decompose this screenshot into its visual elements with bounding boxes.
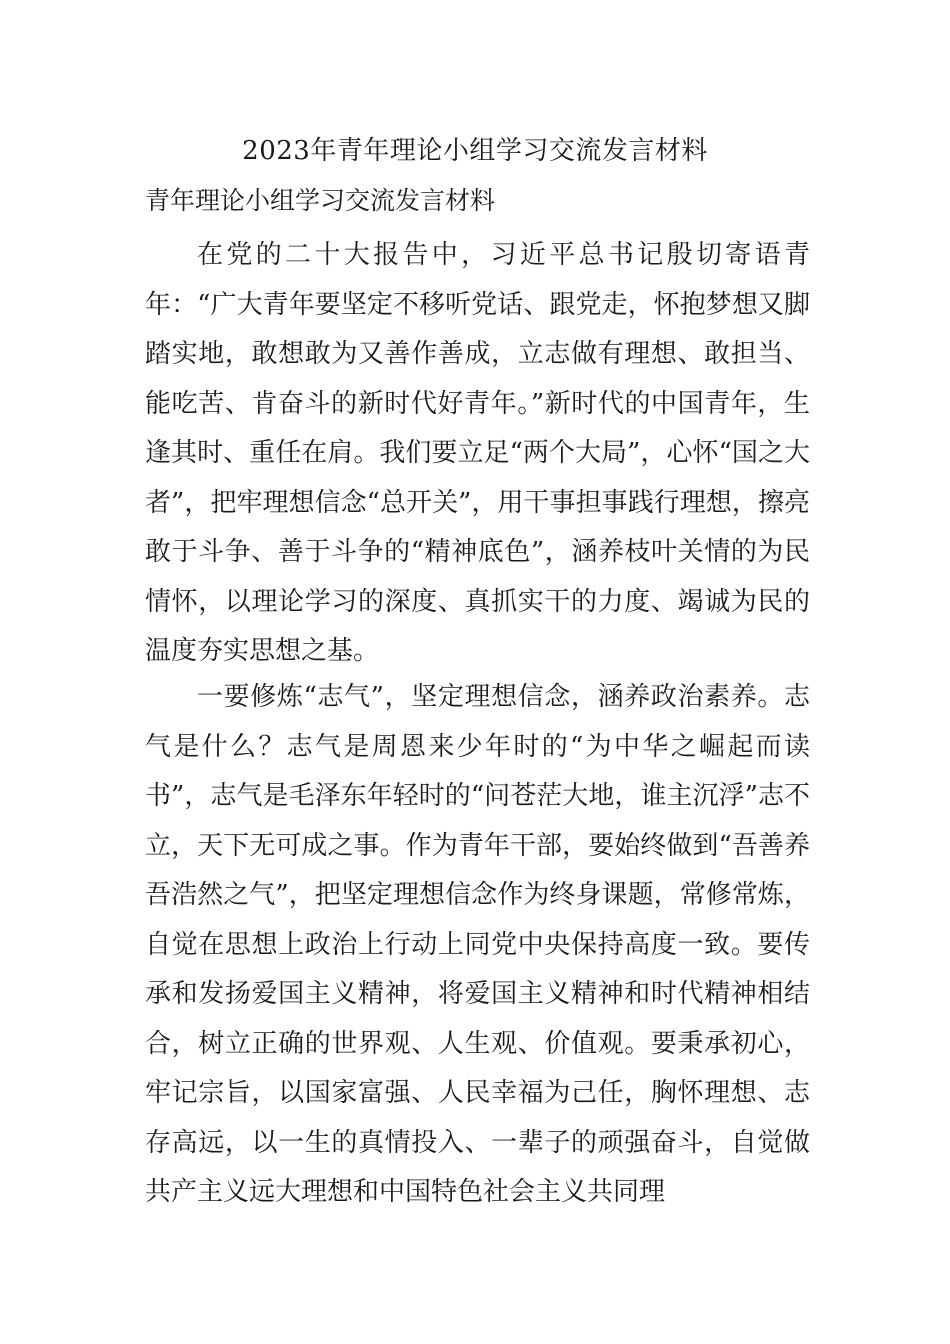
paragraph-point-one: 一要修炼“志气”，坚定理想信念，涵养政治素养。志气是什么？志气是周恩来少年时的“为中华之崛起而读书”，志气是毛泽东年轻时的“问苍茫大地，谁主沉浮”志不立，天下无可成之事。作为青年干部，要始终做到“吾善养吾浩然之气”，把坚定理想信念作为终身课题，常修常炼，自觉在思想上政治上行动上同党中央保持高度一致。要传承和发扬爱国主义精神，将爱国主义精神和时代精神相结合，树立正确的世界观、人生观、价值观。要秉承初心，牢记宗旨，以国家富强、人民幸福为己任，胸怀理想、志存高远，以一生的真情投入、一辈子的顽强奋斗，自觉做共产主义远大理想和中国特色社会主义共同理 [145,682,810,1207]
paragraph-intro: 在党的二十大报告中，习近平总书记殷切寄语青年：“广大青年要坚定不移听党话、跟党走，怀抱梦想又脚踏实地，敢想敢为又善作善成，立志做有理想、敢担当、能吃苦、肯奋斗的新时代好青年。”新时代的中国青年，生逢其时、重任在肩。我们要立足“两个大局”，心怀“国之大者”，把牢理想信念“总开关”，用干事担事践行理想，擦亮敢于斗争、善于斗争的“精神底色”，涵养枝叶关情的为民情怀，以理论学习的深度、真抓实干的力度、竭诚为民的温度夯实思想之基。 [145,240,810,666]
document-title: 2023年青年理论小组学习交流发言材料 [242,136,708,166]
document-subtitle: 青年理论小组学习交流发言材料 [145,186,496,215]
